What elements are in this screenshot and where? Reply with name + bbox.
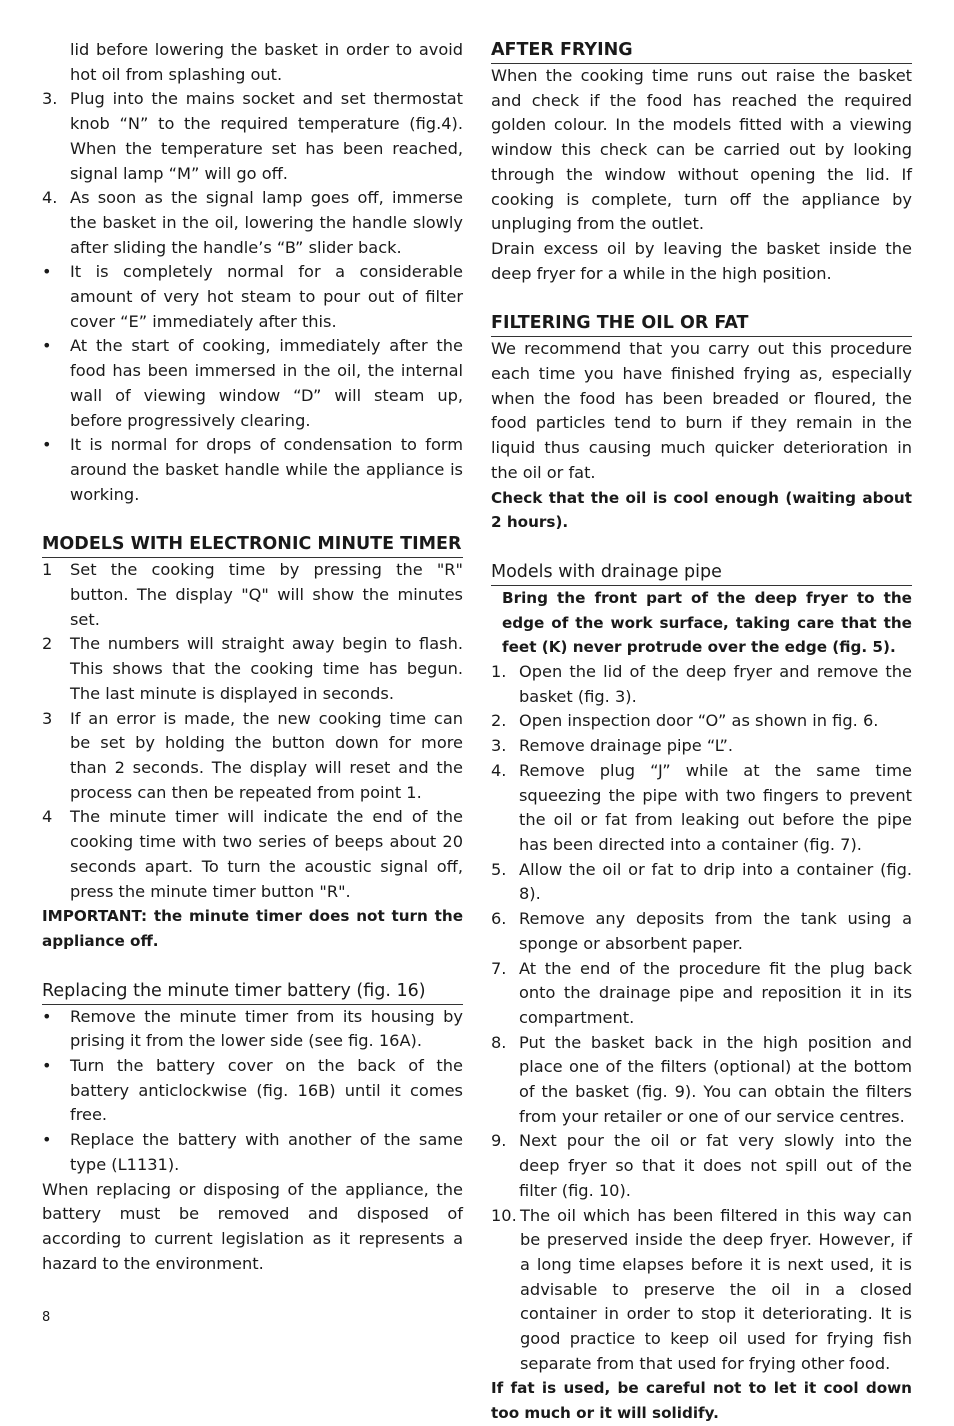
left-column	[42, 38, 463, 1276]
list-item	[42, 1128, 463, 1177]
battery-note: When replacing or disposing of the appliance, the battery must be removed and disposed of according to current legislation as it represents a hazard to the environment.	[42, 1179, 463, 1273]
list-text: Remove any deposits from the tank using a sponge or absorbent paper.	[519, 909, 912, 953]
list-marker: 8.	[491, 1032, 507, 1052]
list-marker: 5.	[491, 859, 507, 879]
list-marker: 6.	[491, 909, 507, 929]
list-marker: 1	[42, 560, 53, 580]
list-text: Plug into the mains socket and set thermostat knob “N” to the required temperature (fig.4). When the temperature set has been reached, signal lamp “M” will go off.	[70, 89, 463, 183]
drainage-heading: Models with drainage pipe	[491, 560, 912, 586]
list-text: Put the basket back in the high position and place one of the filters (optional) at the bottom of the basket (fig. 9). You can obtain the filters from your retailer or one of our service centres.	[519, 1032, 912, 1126]
list-text: At the start of cooking, immediately after the food has been immersed in the oil, the internal wall of viewing window “D” will steam up, before progressively clearing.	[70, 336, 463, 430]
list-text: Remove the minute timer from its housing by prising it from the lower side (see fig. 16A).	[70, 1006, 463, 1051]
list-text: Next pour the oil or fat very slowly into the deep fryer so that it does not spill out of the filter (fig. 10).	[519, 1131, 912, 1200]
list-item	[42, 87, 463, 186]
list-text: It is completely normal for a considerable amount of very hot steam to pour out of filter cover “E” immediately after this.	[70, 262, 463, 331]
list-marker: 4.	[42, 188, 58, 208]
list-marker: •	[42, 1130, 52, 1150]
timer-steps-list	[42, 558, 463, 904]
drainage-steps-list	[491, 660, 912, 1376]
list-item	[491, 734, 912, 759]
list-item	[491, 1031, 912, 1130]
list-item	[491, 759, 912, 858]
list-marker: 3	[42, 708, 53, 728]
list-marker: 3.	[42, 89, 58, 109]
list-text: Remove plug “J” while at the same time squeezing the pipe with two fingers to prevent the oil or fat from leaking out before the pipe has been directed into a container (fig. 7).	[519, 760, 912, 854]
list-marker: •	[42, 435, 52, 455]
list-marker: 7.	[491, 958, 507, 978]
after-frying-heading: AFTER FRYING	[491, 38, 912, 64]
list-text: The oil which has been filtered in this way can be preserved inside the deep fryer. However, if a long time elapses before it is next used, it is advisable to preserve the oil in a closed container in order to stop it deteriorating. It is good practice to keep oil used for frying fish separate from that used for frying other food.	[520, 1205, 912, 1373]
continued-paragraph: lid before lowering the basket in order to avoid hot oil from splashing out.	[70, 40, 463, 84]
list-item	[491, 907, 912, 956]
list-marker: 3.	[491, 736, 507, 756]
list-marker: •	[42, 1006, 52, 1026]
list-text: As soon as the signal lamp goes off, immerse the basket in the oil, lowering the handle slowly after sliding the handle’s “B” slider back.	[70, 188, 463, 257]
list-text: Open inspection door “O” as shown in fig. 6.	[519, 711, 879, 731]
page-number: 8	[42, 1310, 51, 1325]
list-marker: •	[42, 1056, 52, 1076]
filtering-paragraph: We recommend that you carry out this procedure each time you have finished frying as, especially when the food has been breaded or floured, the food particles tend to burn if they remain in the liquid thus causing much quicker deterioration in the oil or fat.	[491, 339, 912, 482]
list-item	[42, 433, 463, 507]
list-text: Turn the battery cover on the back of the battery anticlockwise (fig. 16B) until it comes free.	[70, 1056, 463, 1125]
list-item	[491, 660, 912, 709]
list-text: It is normal for drops of condensation to form around the basket handle while the appliance is working.	[70, 435, 463, 504]
list-text: Open the lid of the deep fryer and remove the basket (fig. 3).	[519, 662, 912, 706]
list-item	[42, 707, 463, 806]
list-text: At the end of the procedure fit the plug back onto the drainage pipe and reposition it in its compartment.	[519, 958, 912, 1027]
list-item	[491, 709, 912, 734]
list-item	[42, 186, 463, 260]
list-text: The minute timer will indicate the end of the cooking time with two series of beeps about 20 seconds apart. To turn the acoustic signal off, press the minute timer button "R".	[70, 807, 463, 901]
after-frying-paragraph-1: When the cooking time runs out raise the basket and check if the food has reached the required golden colour. In the models fitted with a viewing window this check can be carried out by looking through the window without opening the lid. If cooking is complete, turn off the appliance by unpluging from the outlet.	[491, 66, 912, 234]
timer-heading: MODELS WITH ELECTRONIC MINUTE TIMER	[42, 532, 463, 558]
list-item	[42, 805, 463, 904]
important-note: IMPORTANT: the minute timer does not turn the appliance off.	[42, 907, 463, 950]
list-text: Set the cooking time by pressing the "R" button. The display "Q" will show the minutes set.	[70, 560, 463, 629]
list-marker: 1.	[491, 662, 507, 682]
battery-heading: Replacing the minute timer battery (fig. 16)	[42, 979, 463, 1005]
fat-warning: If fat is used, be careful not to let it cool down too much or it will solidify.	[491, 1379, 912, 1423]
list-text: If an error is made, the new cooking time can be set by holding the button down for more than 2 seconds. The display will reset and the process can then be repeated from point 1.	[70, 708, 463, 802]
list-text: Allow the oil or fat to drip into a container (fig. 8).	[519, 859, 912, 904]
list-marker: •	[42, 262, 52, 282]
list-item	[42, 260, 463, 334]
list-text: The numbers will straight away begin to flash. This shows that the cooking time has begun. The last minute is displayed in seconds.	[70, 634, 463, 703]
drainage-bold-intro: Bring the front part of the deep fryer to the edge of the work surface, taking care that the feet (K) never protrude over the edge (fig. 5).	[502, 588, 912, 657]
list-item	[491, 1129, 912, 1203]
list-marker: •	[42, 336, 52, 356]
list-item	[42, 632, 463, 706]
filtering-heading: FILTERING THE OIL OR FAT	[491, 311, 912, 337]
list-marker: 4	[42, 807, 53, 827]
list-text: Remove drainage pipe “L”.	[519, 736, 734, 756]
list-item	[491, 1204, 912, 1377]
list-item	[42, 1054, 463, 1128]
list-text: Replace the battery with another of the same type (L1131).	[70, 1130, 463, 1174]
after-frying-paragraph-2: Drain excess oil by leaving the basket inside the deep fryer for a while in the high position.	[491, 238, 912, 283]
list-item	[491, 858, 912, 907]
operation-steps-list	[42, 87, 463, 507]
filtering-bold-note: Check that the oil is cool enough (waiting about 2 hours).	[491, 488, 912, 532]
right-column	[491, 38, 912, 1426]
list-item	[491, 957, 912, 1031]
list-item	[42, 334, 463, 433]
list-marker: 2	[42, 634, 53, 654]
list-item	[42, 1005, 463, 1054]
list-item	[42, 558, 463, 632]
list-marker: 10.	[491, 1205, 517, 1225]
battery-steps-list	[42, 1005, 463, 1178]
list-marker: 9.	[491, 1131, 507, 1151]
list-marker: 2.	[491, 711, 507, 731]
list-marker: 4.	[491, 760, 507, 780]
